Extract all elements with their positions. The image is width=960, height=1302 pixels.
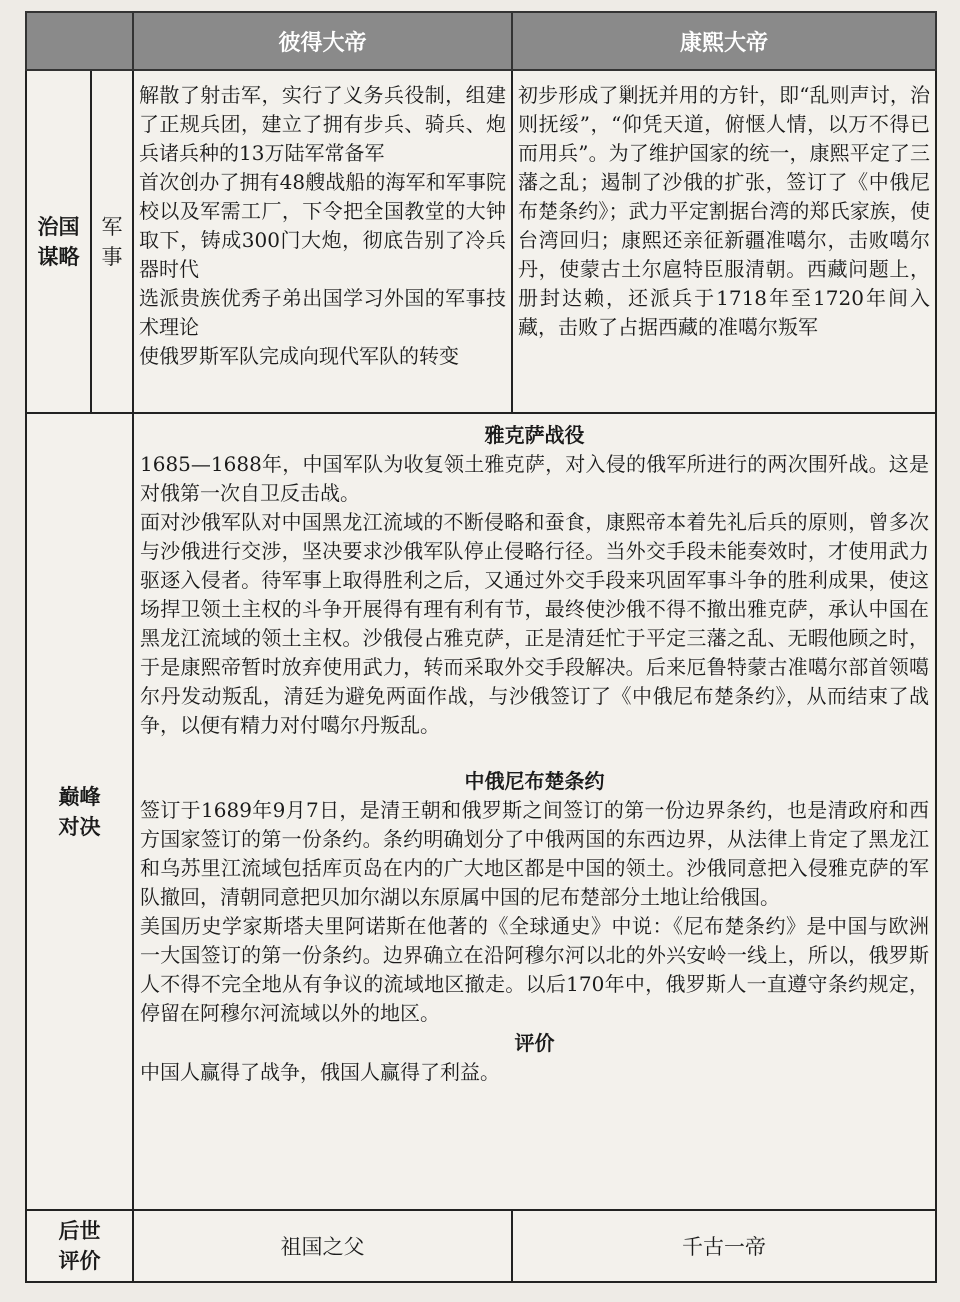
kangxi-military-text: 初步形成了剿抚并用的方针，即“乱则声讨，治则抚绥”，“仰凭天道，俯惬人情，以万不得已而用兵”。为了维护国家的统一，康熙平定了三藩之乱；遏制了沙俄的扩张，签订了《中俄尼布楚条约》；武力平定割据台湾的郑氏家族，使台湾回归；康熙还亲征新疆准噶尔，击败噶尔丹，使蒙古土尔扈特臣服清朝。西藏问题上，册封达赖，还派兵于1718年至1720年间入藏，击败了占据西藏的准噶尔叛军 xyxy=(518,83,930,339)
treaty-paragraph: 签订于1689年9月7日，是清王朝和俄罗斯之间签订的第一份边界条约，也是清政府和西方国家签订的第一份条约。条约明确划分了中俄两国的东西边界，从法律上肯定了黑龙江和乌苏里江流域包括库页岛在内的广大地区都是中国的领土。沙俄同意把入侵雅克萨的军队撤回，清朝同意把贝加尔湖以东原属中国的尼布楚部分土地让给俄国。 xyxy=(140,798,929,909)
military-row xyxy=(26,70,936,413)
treaty-paragraph: 美国历史学家斯塔夫里阿诺斯在他著的《全球通史》中说：《尼布楚条约》是中国与欧洲一大国签订的第一份条约。边界确立在沿阿穆尔河以北的外兴安岭一线上，所以，俄罗斯人不得不完全地从有争议的流域地区撤走。以后170年中，俄罗斯人一直遵守条约规定，停留在阿穆尔河流域以外的地区。 xyxy=(140,914,929,1025)
row-label-strategy xyxy=(26,70,91,413)
strategy-label: 治国 谋略 xyxy=(37,213,80,269)
section-spacer xyxy=(140,740,929,766)
peter-legacy-cell: 祖国之父 xyxy=(133,1210,512,1282)
header-kangxi: 康熙大帝 xyxy=(512,12,936,70)
battle-title: 雅克萨战役 xyxy=(484,423,585,447)
duel-content-cell xyxy=(133,413,936,1210)
kangxi-legacy-cell: 千古一帝 xyxy=(512,1210,936,1282)
battle-paragraph: 面对沙俄军队对中国黑龙江流域的不断侵略和蚕食，康熙帝本着先礼后兵的原则，曾多次与沙俄进行交涉，坚决要求沙俄军队停止侵略行径。当外交手段未能奏效时，才使用武力驱逐入侵者。待军事上取得胜利之后，又通过外交手段来巩固军事斗争的胜利成果，使这场捍卫领土主权的斗争开展得有理有利有节，最终使沙俄不得不撤出雅克萨，承认中国在黑龙江流域的领土主权。沙俄侵占雅克萨，正是清廷忙于平定三藩之乱、无暇他顾之时，于是康熙帝暂时放弃使用武力，转而采取外交手段解决。后来厄鲁特蒙古准噶尔部首领噶尔丹发动叛乱，清廷为避免两面作战，与沙俄签订了《中俄尼布楚条约》，从而结束了战争，以便有精力对付噶尔丹叛乱。 xyxy=(140,510,929,737)
evaluation-title: 评价 xyxy=(514,1031,555,1055)
peter-military-item: 使俄罗斯军队完成向现代军队的转变 xyxy=(139,344,459,368)
comparison-table xyxy=(25,11,937,1283)
peter-military-cell xyxy=(133,70,512,413)
evaluation-text: 中国人赢得了战争，俄国人赢得了利益。 xyxy=(140,1060,500,1084)
header-blank-cell xyxy=(26,12,133,70)
row-label-legacy xyxy=(26,1210,133,1282)
peter-military-item: 选派贵族优秀子弟出国学习外国的军事技术理论 xyxy=(139,286,506,339)
comparison-table-wrapper xyxy=(25,11,935,1283)
row-label-duel xyxy=(26,413,133,1210)
kangxi-military-cell xyxy=(512,70,936,413)
duel-label: 巅峰 对决 xyxy=(58,783,101,839)
row-sublabel-military xyxy=(91,70,133,413)
peter-military-item: 首次创办了拥有48艘战船的海军和军事院校以及军需工厂，下令把全国教堂的大钟取下，铸成300门大炮，彻底告别了冷兵器时代 xyxy=(139,170,506,281)
header-row xyxy=(26,12,936,70)
legacy-row xyxy=(26,1210,936,1282)
header-peter: 彼得大帝 xyxy=(133,12,512,70)
legacy-label: 后世 评价 xyxy=(58,1218,101,1273)
battle-paragraph: 1685—1688年，中国军队为收复领土雅克萨，对入侵的俄军所进行的两次围歼战。这是对俄第一次自卫反击战。 xyxy=(140,452,929,505)
duel-row xyxy=(26,413,936,1210)
treaty-title: 中俄尼布楚条约 xyxy=(464,769,605,793)
military-label: 军 事 xyxy=(101,214,123,269)
peter-military-item: 解散了射击军，实行了义务兵役制，组建了正规兵团，建立了拥有步兵、骑兵、炮兵诸兵种的13万陆军常备军 xyxy=(139,83,506,165)
